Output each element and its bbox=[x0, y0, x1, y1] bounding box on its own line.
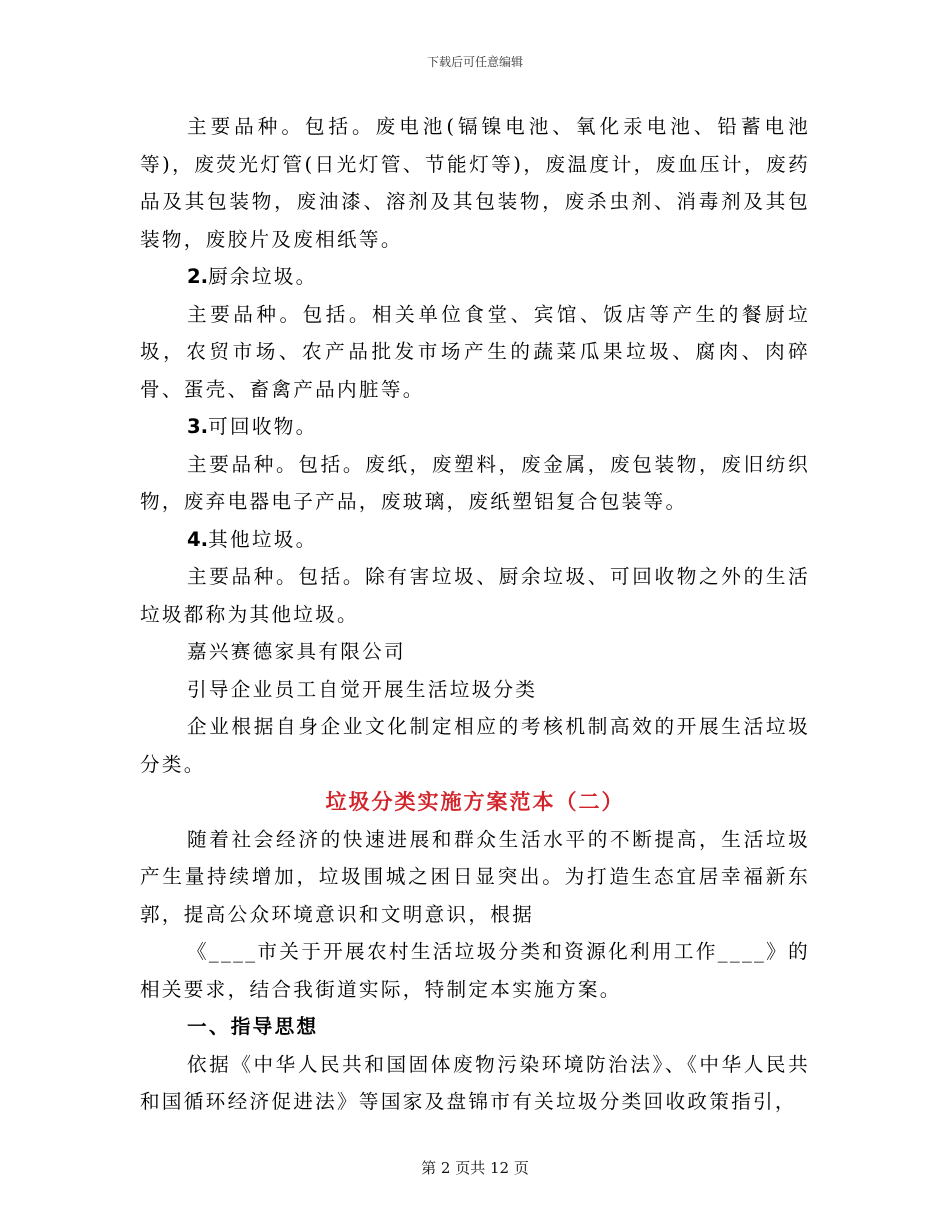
item-number: 4. bbox=[187, 527, 209, 551]
paragraph-hazardous-items: 主要品种。包括。废电池(镉镍电池、氧化汞电池、铅蓄电池等)，废荧光灯管(日光灯管、节能灯等)，废温度计，废血压计，废药品及其包装物，废油漆、溶剂及其包装物，废杀虫剂、消毒剂及其包装物，废胶片及废相纸等。 bbox=[140, 115, 810, 251]
section-title: 垃圾分类实施方案范本（二） bbox=[325, 789, 625, 814]
item-heading-recyclables bbox=[140, 408, 810, 446]
paragraph-kitchen-items: 主要品种。包括。相关单位食堂、宾馆、饭店等产生的餐厨垃圾，农贸市场、农产品批发市场产生的蔬菜瓜果垃圾、腐肉、肉碎骨、蛋壳、畜禽产品内脏等。 bbox=[140, 302, 810, 401]
paragraph-enterprise: 企业根据自身企业文化制定相应的考核机制高效的开展生活垃圾分类。 bbox=[140, 715, 810, 776]
paragraph-legal-basis: 依据《中华人民共和国固体废物污染环境防治法》、《中华人民共和国循环经济促进法》等国家及盘锦市有关垃圾分类回收政策指引， bbox=[140, 1052, 810, 1113]
paragraph-intro: 随着社会经济的快速进展和群众生活水平的不断提高，生活垃圾产生量持续增加，垃圾围城之困日显突出。为打造生态宜居幸福新东郭，提高公众环境意识和文明意识，根据 bbox=[140, 827, 810, 926]
guide-line: 引导企业员工自觉开展生活垃圾分类 bbox=[187, 677, 538, 701]
heading-guiding-ideology: 一、指导思想 bbox=[187, 1015, 319, 1038]
company-name: 嘉兴赛德家具有限公司 bbox=[187, 640, 406, 663]
item-heading-text: 厨余垃圾。 bbox=[208, 265, 318, 288]
item-number: 2. bbox=[187, 265, 209, 288]
page-number-footer: 第 2 页共 12 页 bbox=[421, 1159, 529, 1177]
item-heading-text: 可回收物。 bbox=[208, 415, 318, 438]
document-body bbox=[140, 108, 810, 1121]
item-number: 3. bbox=[187, 415, 209, 438]
item-heading-kitchen-waste bbox=[140, 258, 810, 296]
paragraph-other-items: 主要品种。包括。除有害垃圾、厨余垃圾、可回收物之外的生活垃圾都称为其他垃圾。 bbox=[140, 565, 810, 626]
paragraph-recyclable-items: 主要品种。包括。废纸，废塑料，废金属，废包装物，废旧纺织物，废弃电器电子产品，废玻璃，废纸塑铝复合包装等。 bbox=[140, 452, 810, 513]
paragraph-reference: 《____市关于开展农村生活垃圾分类和资源化利用工作____》的相关要求，结合我街道实际，特制定本实施方案。 bbox=[140, 940, 810, 1001]
item-heading-text: 其他垃圾。 bbox=[208, 527, 318, 551]
item-heading-other-waste bbox=[140, 521, 810, 559]
page-header-note: 下载后可任意编辑 bbox=[426, 55, 523, 69]
